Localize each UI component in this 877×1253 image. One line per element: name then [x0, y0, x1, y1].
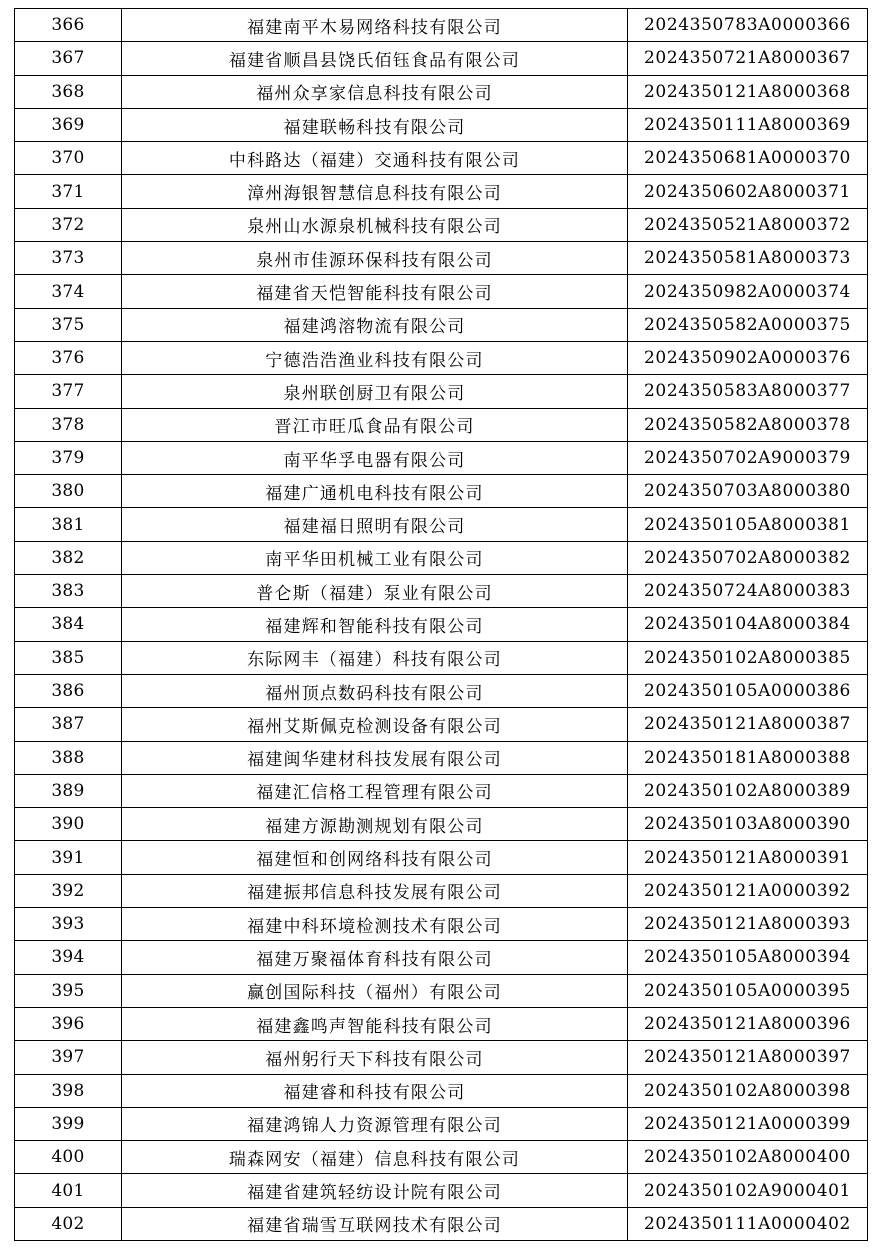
- row-number: 395: [15, 974, 122, 1007]
- registration-code: 2024350681A0000370: [628, 142, 868, 175]
- table-row: [15, 608, 868, 641]
- registration-code: 2024350121A8000368: [628, 75, 868, 108]
- company-name: 福州躬行天下科技有限公司: [122, 1041, 628, 1074]
- registration-code: 2024350121A8000393: [628, 908, 868, 941]
- registration-code: 2024350181A8000388: [628, 741, 868, 774]
- registration-code: 2024350602A8000371: [628, 175, 868, 208]
- company-name: 福建联畅科技有限公司: [122, 108, 628, 141]
- row-number: 378: [15, 408, 122, 441]
- row-number: 369: [15, 108, 122, 141]
- registration-code: 2024350724A8000383: [628, 575, 868, 608]
- company-name: 普仑斯（福建）泵业有限公司: [122, 575, 628, 608]
- company-name: 福建辉和智能科技有限公司: [122, 608, 628, 641]
- row-number: 401: [15, 1174, 122, 1207]
- table-row: [15, 808, 868, 841]
- document-page: [14, 8, 867, 1241]
- row-number: 372: [15, 208, 122, 241]
- row-number: 381: [15, 508, 122, 541]
- company-name: 漳州海银智慧信息科技有限公司: [122, 175, 628, 208]
- registration-code: 2024350702A8000382: [628, 541, 868, 574]
- company-name: 福建汇信格工程管理有限公司: [122, 774, 628, 807]
- row-number: 382: [15, 541, 122, 574]
- registration-code: 2024350103A8000390: [628, 808, 868, 841]
- table-row: [15, 508, 868, 541]
- table-body: [15, 9, 868, 1241]
- company-name: 福建省瑞雪互联网技术有限公司: [122, 1207, 628, 1240]
- table-row: [15, 941, 868, 974]
- table-row: [15, 541, 868, 574]
- company-name: 福建省天恺智能科技有限公司: [122, 275, 628, 308]
- table-row: [15, 208, 868, 241]
- registration-code: 2024350111A0000402: [628, 1207, 868, 1240]
- company-name: 晋江市旺瓜食品有限公司: [122, 408, 628, 441]
- table-row: [15, 1174, 868, 1207]
- registration-code: 2024350105A8000381: [628, 508, 868, 541]
- company-name: 福建万聚福体育科技有限公司: [122, 941, 628, 974]
- table-row: [15, 441, 868, 474]
- table-row: [15, 9, 868, 42]
- table-row: [15, 42, 868, 75]
- table-row: [15, 108, 868, 141]
- company-name: 福建省建筑轻纺设计院有限公司: [122, 1174, 628, 1207]
- row-number: 380: [15, 475, 122, 508]
- table-row: [15, 974, 868, 1007]
- table-row: [15, 1074, 868, 1107]
- registration-code: 2024350121A8000396: [628, 1007, 868, 1040]
- registration-code: 2024350582A8000378: [628, 408, 868, 441]
- company-name: 福建省顺昌县饶氏佰钰食品有限公司: [122, 42, 628, 75]
- table-row: [15, 1041, 868, 1074]
- company-name: 福州顶点数码科技有限公司: [122, 674, 628, 707]
- row-number: 376: [15, 341, 122, 374]
- row-number: 399: [15, 1107, 122, 1140]
- row-number: 370: [15, 142, 122, 175]
- registration-code: 2024350102A8000385: [628, 641, 868, 674]
- registration-code: 2024350121A8000387: [628, 708, 868, 741]
- registration-code: 2024350102A9000401: [628, 1174, 868, 1207]
- table-row: [15, 674, 868, 707]
- table-row: [15, 908, 868, 941]
- registration-code: 2024350582A0000375: [628, 308, 868, 341]
- row-number: 377: [15, 375, 122, 408]
- row-number: 387: [15, 708, 122, 741]
- row-number: 374: [15, 275, 122, 308]
- table-row: [15, 142, 868, 175]
- row-number: 402: [15, 1207, 122, 1240]
- registration-code: 2024350121A0000392: [628, 874, 868, 907]
- company-name: 福建睿和科技有限公司: [122, 1074, 628, 1107]
- registration-code: 2024350111A8000369: [628, 108, 868, 141]
- row-number: 388: [15, 741, 122, 774]
- registration-code: 2024350521A8000372: [628, 208, 868, 241]
- table-row: [15, 175, 868, 208]
- company-name: 福州众享家信息科技有限公司: [122, 75, 628, 108]
- table-row: [15, 408, 868, 441]
- table-row: [15, 741, 868, 774]
- table-row: [15, 575, 868, 608]
- table-row: [15, 1107, 868, 1140]
- registration-code: 2024350721A8000367: [628, 42, 868, 75]
- registration-code: 2024350581A8000373: [628, 242, 868, 275]
- company-name: 泉州山水源泉机械科技有限公司: [122, 208, 628, 241]
- company-name: 宁德浩浩渔业科技有限公司: [122, 341, 628, 374]
- row-number: 383: [15, 575, 122, 608]
- company-name: 赢创国际科技（福州）有限公司: [122, 974, 628, 1007]
- company-name: 福建中科环境检测技术有限公司: [122, 908, 628, 941]
- table-row: [15, 774, 868, 807]
- registration-code: 2024350102A8000398: [628, 1074, 868, 1107]
- table-row: [15, 75, 868, 108]
- row-number: 379: [15, 441, 122, 474]
- registration-code: 2024350104A8000384: [628, 608, 868, 641]
- row-number: 371: [15, 175, 122, 208]
- company-registry-table: [14, 8, 868, 1241]
- row-number: 393: [15, 908, 122, 941]
- row-number: 384: [15, 608, 122, 641]
- row-number: 391: [15, 841, 122, 874]
- table-row: [15, 341, 868, 374]
- row-number: 385: [15, 641, 122, 674]
- company-name: 福建福日照明有限公司: [122, 508, 628, 541]
- registration-code: 2024350102A8000400: [628, 1141, 868, 1174]
- row-number: 390: [15, 808, 122, 841]
- company-name: 福建方源勘测规划有限公司: [122, 808, 628, 841]
- row-number: 398: [15, 1074, 122, 1107]
- table-row: [15, 242, 868, 275]
- registration-code: 2024350102A8000389: [628, 774, 868, 807]
- row-number: 366: [15, 9, 122, 42]
- table-row: [15, 874, 868, 907]
- table-row: [15, 1141, 868, 1174]
- table-row: [15, 641, 868, 674]
- registration-code: 2024350982A0000374: [628, 275, 868, 308]
- company-name: 福建鑫鸣声智能科技有限公司: [122, 1007, 628, 1040]
- company-name: 瑞森网安（福建）信息科技有限公司: [122, 1141, 628, 1174]
- row-number: 392: [15, 874, 122, 907]
- registration-code: 2024350783A0000366: [628, 9, 868, 42]
- row-number: 389: [15, 774, 122, 807]
- company-name: 福建闽华建材科技发展有限公司: [122, 741, 628, 774]
- company-name: 东际网丰（福建）科技有限公司: [122, 641, 628, 674]
- registration-code: 2024350121A0000399: [628, 1107, 868, 1140]
- company-name: 福建广通机电科技有限公司: [122, 475, 628, 508]
- row-number: 367: [15, 42, 122, 75]
- registration-code: 2024350105A0000395: [628, 974, 868, 1007]
- company-name: 南平华孚电器有限公司: [122, 441, 628, 474]
- registration-code: 2024350105A8000394: [628, 941, 868, 974]
- company-name: 福州艾斯佩克检测设备有限公司: [122, 708, 628, 741]
- company-name: 南平华田机械工业有限公司: [122, 541, 628, 574]
- row-number: 400: [15, 1141, 122, 1174]
- table-row: [15, 275, 868, 308]
- row-number: 368: [15, 75, 122, 108]
- company-name: 中科路达（福建）交通科技有限公司: [122, 142, 628, 175]
- row-number: 375: [15, 308, 122, 341]
- company-name: 福建振邦信息科技发展有限公司: [122, 874, 628, 907]
- table-row: [15, 308, 868, 341]
- registration-code: 2024350703A8000380: [628, 475, 868, 508]
- company-name: 福建鸿溶物流有限公司: [122, 308, 628, 341]
- company-name: 福建南平木易网络科技有限公司: [122, 9, 628, 42]
- table-row: [15, 841, 868, 874]
- registration-code: 2024350105A0000386: [628, 674, 868, 707]
- registration-code: 2024350902A0000376: [628, 341, 868, 374]
- table-row: [15, 375, 868, 408]
- company-name: 泉州市佳源环保科技有限公司: [122, 242, 628, 275]
- company-name: 福建恒和创网络科技有限公司: [122, 841, 628, 874]
- row-number: 396: [15, 1007, 122, 1040]
- registration-code: 2024350121A8000391: [628, 841, 868, 874]
- registration-code: 2024350702A9000379: [628, 441, 868, 474]
- table-row: [15, 708, 868, 741]
- row-number: 386: [15, 674, 122, 707]
- table-row: [15, 475, 868, 508]
- company-name: 泉州联创厨卫有限公司: [122, 375, 628, 408]
- table-row: [15, 1207, 868, 1240]
- row-number: 394: [15, 941, 122, 974]
- table-row: [15, 1007, 868, 1040]
- registration-code: 2024350583A8000377: [628, 375, 868, 408]
- registration-code: 2024350121A8000397: [628, 1041, 868, 1074]
- row-number: 373: [15, 242, 122, 275]
- row-number: 397: [15, 1041, 122, 1074]
- company-name: 福建鸿锦人力资源管理有限公司: [122, 1107, 628, 1140]
